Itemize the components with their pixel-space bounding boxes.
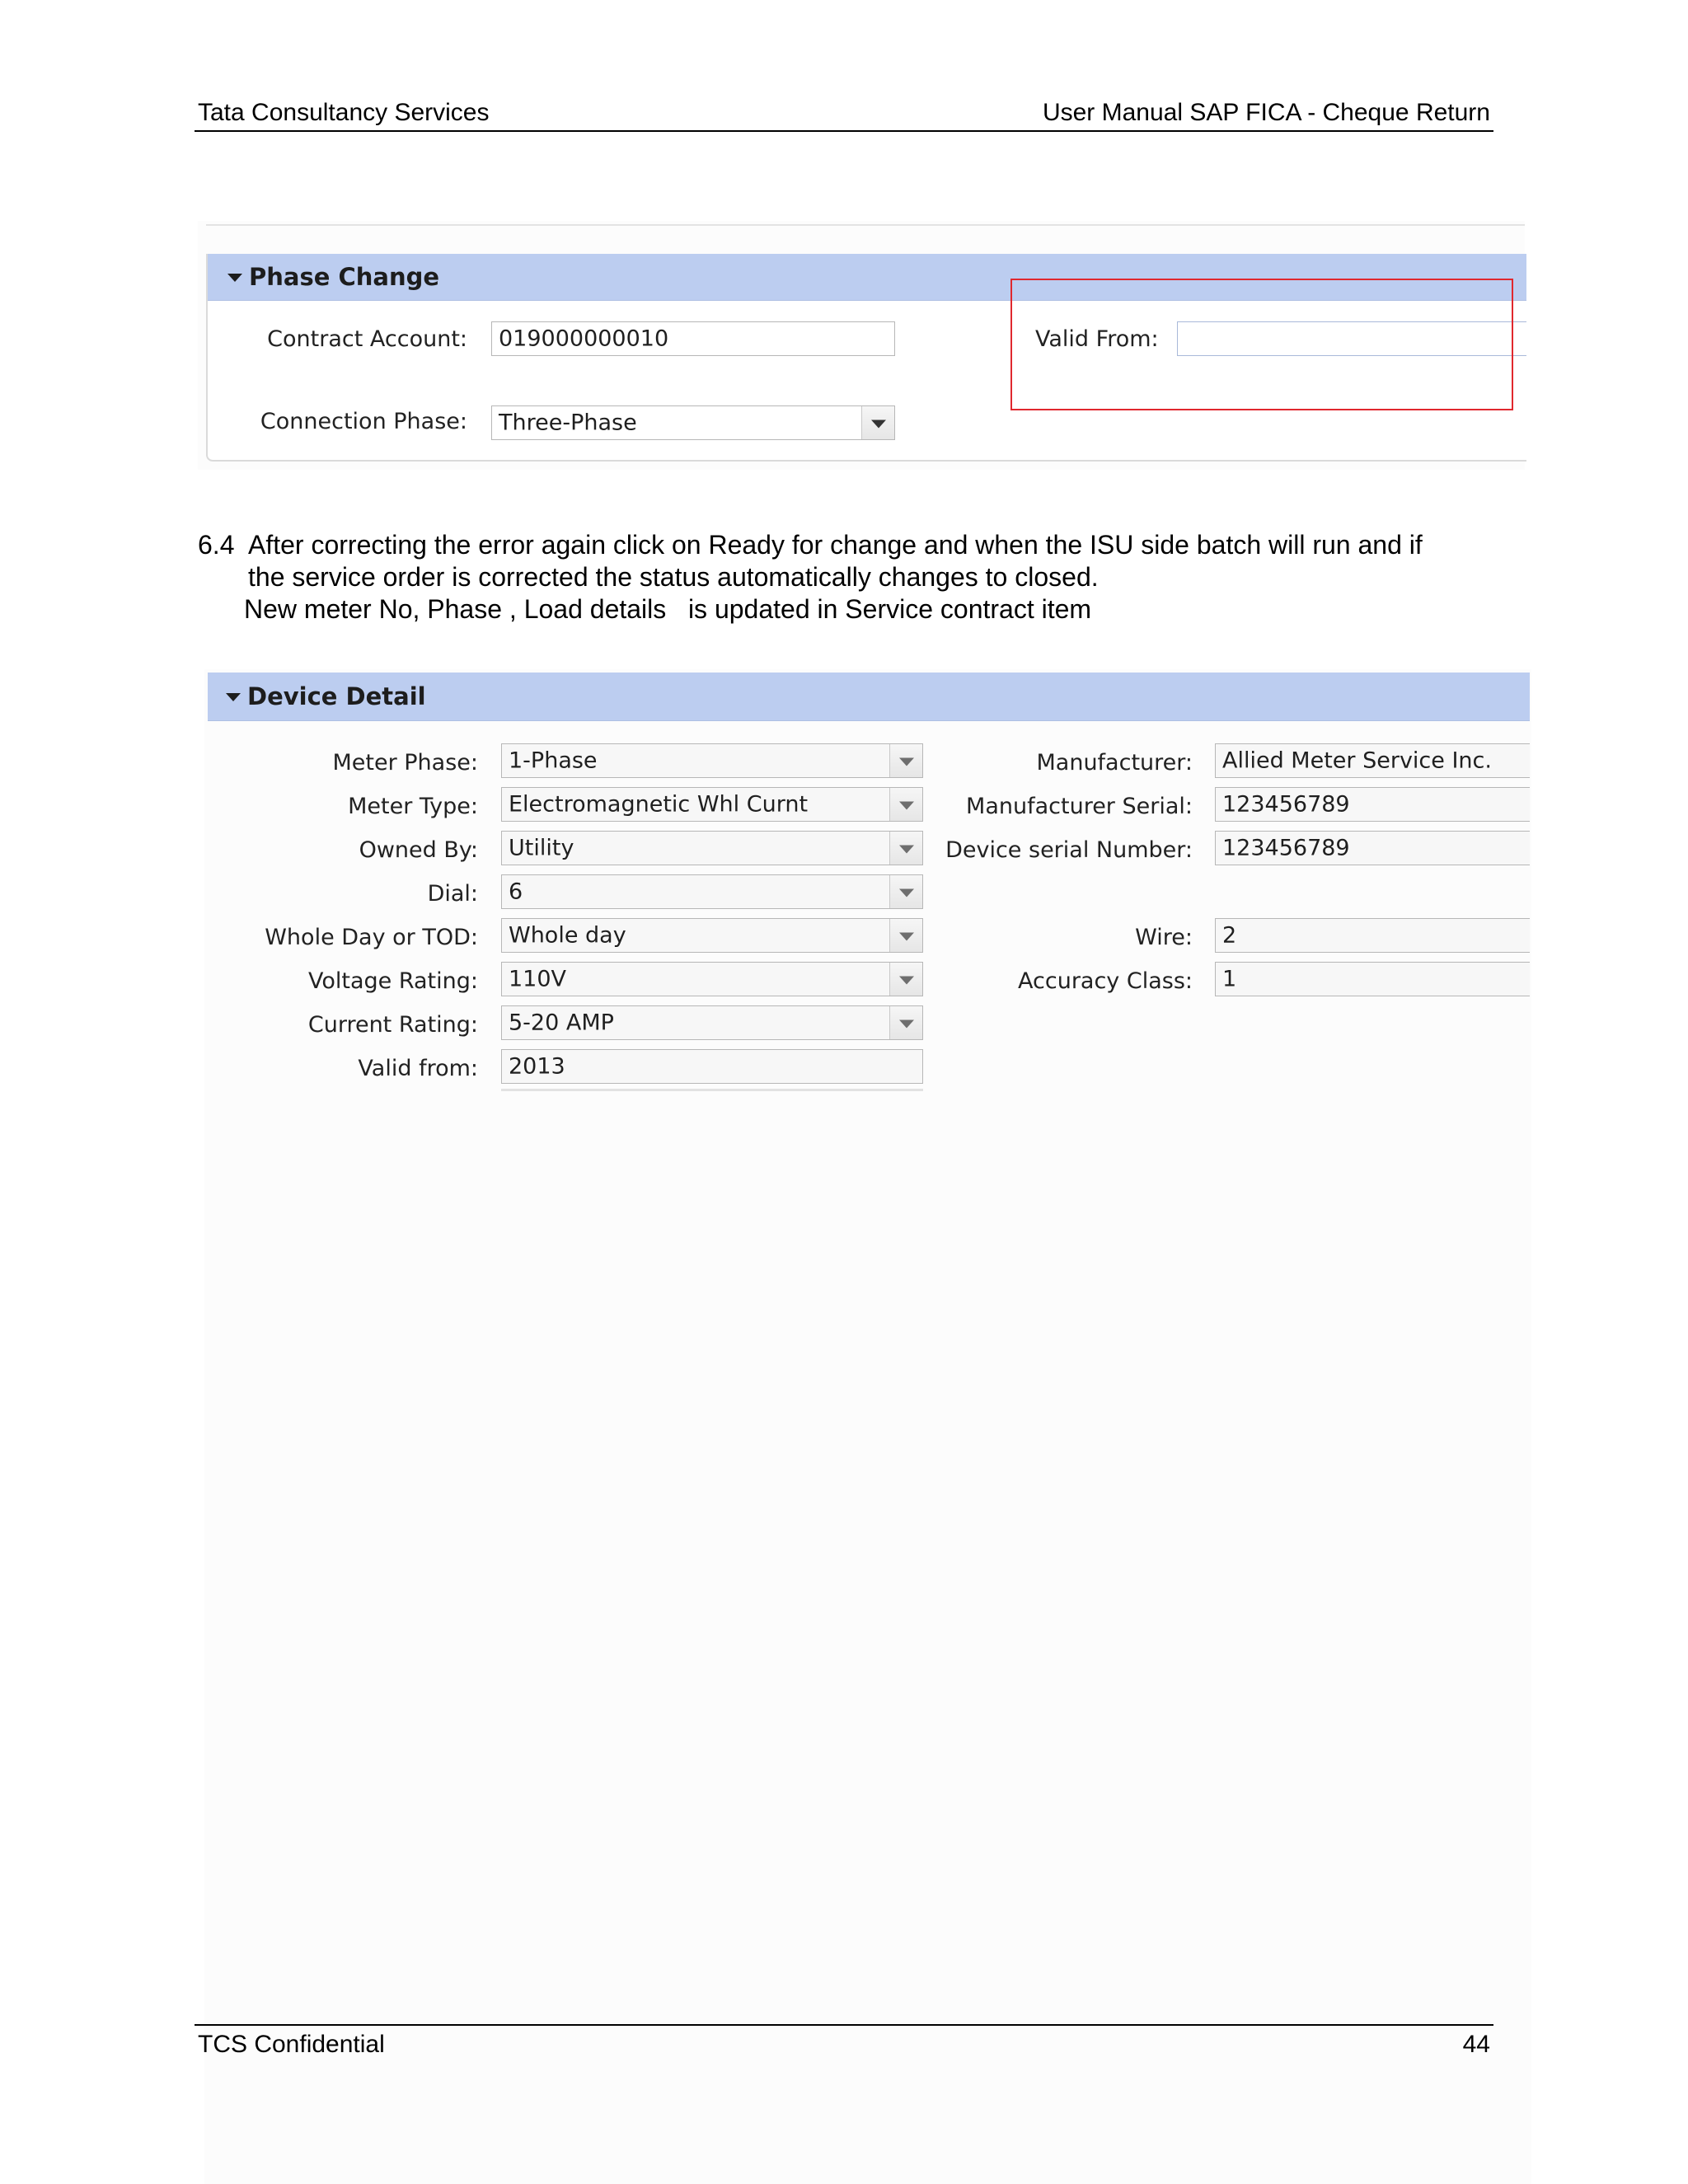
chevron-down-icon [899,802,914,810]
meter-type-value: Electromagnetic Whl Curnt [509,791,809,818]
valid-from-input-device[interactable] [501,1049,923,1084]
owned-by-dropdown-button[interactable] [889,832,922,865]
manufacturer-field[interactable] [1215,743,1530,778]
chevron-down-icon [899,977,914,985]
connection-phase-dropdown-button[interactable] [861,406,894,439]
device-serial-number-field[interactable] [1215,831,1530,865]
manufacturer-value: Allied Meter Service Inc. [1222,748,1492,774]
meter-type-dropdown[interactable] [501,787,923,822]
whole-day-or-tod-dropdown-button[interactable] [889,919,922,952]
voltage-rating-label: Voltage Rating: [307,968,478,994]
contract-account-value: 019000000010 [499,326,669,352]
dial-dropdown-button[interactable] [889,875,922,908]
connection-phase-value: Three-Phase [499,410,637,436]
meter-phase-dropdown-button[interactable] [889,744,922,777]
owned-by-dropdown[interactable] [501,831,923,865]
contract-account-field[interactable] [491,321,895,356]
whole-day-or-tod-dropdown[interactable] [501,918,923,953]
chevron-down-icon [899,846,914,854]
whole-day-or-tod-value: Whole day [509,922,626,949]
valid-from-highlight-box [1010,279,1513,410]
voltage-rating-dropdown[interactable] [501,962,923,996]
current-rating-value: 5-20 AMP [509,1010,614,1036]
accuracy-class-value: 1 [1222,966,1237,992]
meter-type-label: Meter Type: [348,794,478,819]
footer-page-number: 44 [1462,2031,1490,2058]
manufacturer-serial-label: Manufacturer Serial: [966,794,1193,819]
chevron-down-icon [871,420,886,429]
owned-by-label: Owned By: [359,837,478,863]
device-detail-panel [208,673,1530,1093]
current-rating-label: Current Rating: [307,1012,478,1038]
accuracy-class-label: Accuracy Class: [1018,968,1193,994]
device-serial-number-value: 123456789 [1222,835,1350,861]
manufacturer-serial-value: 123456789 [1222,791,1350,818]
voltage-rating-dropdown-button[interactable] [889,963,922,996]
current-rating-dropdown[interactable] [501,1005,923,1040]
step-text-line2: the service order is corrected the status automatically changes to closed. [248,562,1099,592]
whole-day-or-tod-label: Whole Day or TOD: [265,925,478,950]
wire-label: Wire: [1135,925,1193,950]
meter-type-dropdown-button[interactable] [889,788,922,821]
valid-from-label: Valid From: [1035,326,1159,352]
chevron-down-icon [899,758,914,766]
meter-phase-label: Meter Phase: [332,750,478,776]
footer-confidential: TCS Confidential [198,2031,385,2058]
page-header-document-title: User Manual SAP FICA - Cheque Return [1042,99,1490,126]
owned-by-value: Utility [509,835,574,861]
wire-value: 2 [1222,922,1237,949]
collapse-triangle-icon[interactable] [226,693,241,701]
connection-phase-dropdown[interactable] [491,405,895,440]
device-serial-number-label: Device serial Number: [945,837,1193,863]
contract-account-label: Contract Account: [267,326,467,352]
chevron-down-icon [899,1020,914,1029]
step-number: 6.4 [198,530,235,560]
chevron-down-icon [899,933,914,941]
dial-label: Dial: [427,881,478,907]
meter-phase-value: 1-Phase [509,748,598,774]
device-detail-title: Device Detail [247,682,426,710]
step-text-line1: After correcting the error again click on Ready for change and when the ISU side batch will run and if [248,530,1423,560]
meter-phase-dropdown[interactable] [501,743,923,778]
device-detail-screenshot [204,669,1531,2184]
footer-rule [195,2024,1493,2026]
voltage-rating-value: 110V [509,966,567,992]
field-shadow-divider [501,1089,923,1091]
step-text-line3: New meter No, Phase , Load details is updated in Service contract item [244,594,1092,624]
manufacturer-serial-field[interactable] [1215,787,1530,822]
manufacturer-label: Manufacturer: [1036,750,1193,776]
wire-field[interactable] [1215,918,1530,953]
header-rule [195,130,1493,132]
page-header-company: Tata Consultancy Services [198,99,490,126]
phase-change-title: Phase Change [249,263,440,291]
valid-from-label-device: Valid from: [358,1056,478,1081]
chevron-down-icon [899,889,914,898]
collapse-triangle-icon[interactable] [227,274,242,282]
device-detail-header[interactable] [208,673,1530,721]
dial-dropdown[interactable] [501,874,923,909]
valid-from-device-value: 2013 [509,1053,565,1080]
connection-phase-label: Connection Phase: [260,409,467,434]
current-rating-dropdown-button[interactable] [889,1006,922,1039]
dial-value: 6 [509,879,523,905]
accuracy-class-field[interactable] [1215,962,1530,996]
